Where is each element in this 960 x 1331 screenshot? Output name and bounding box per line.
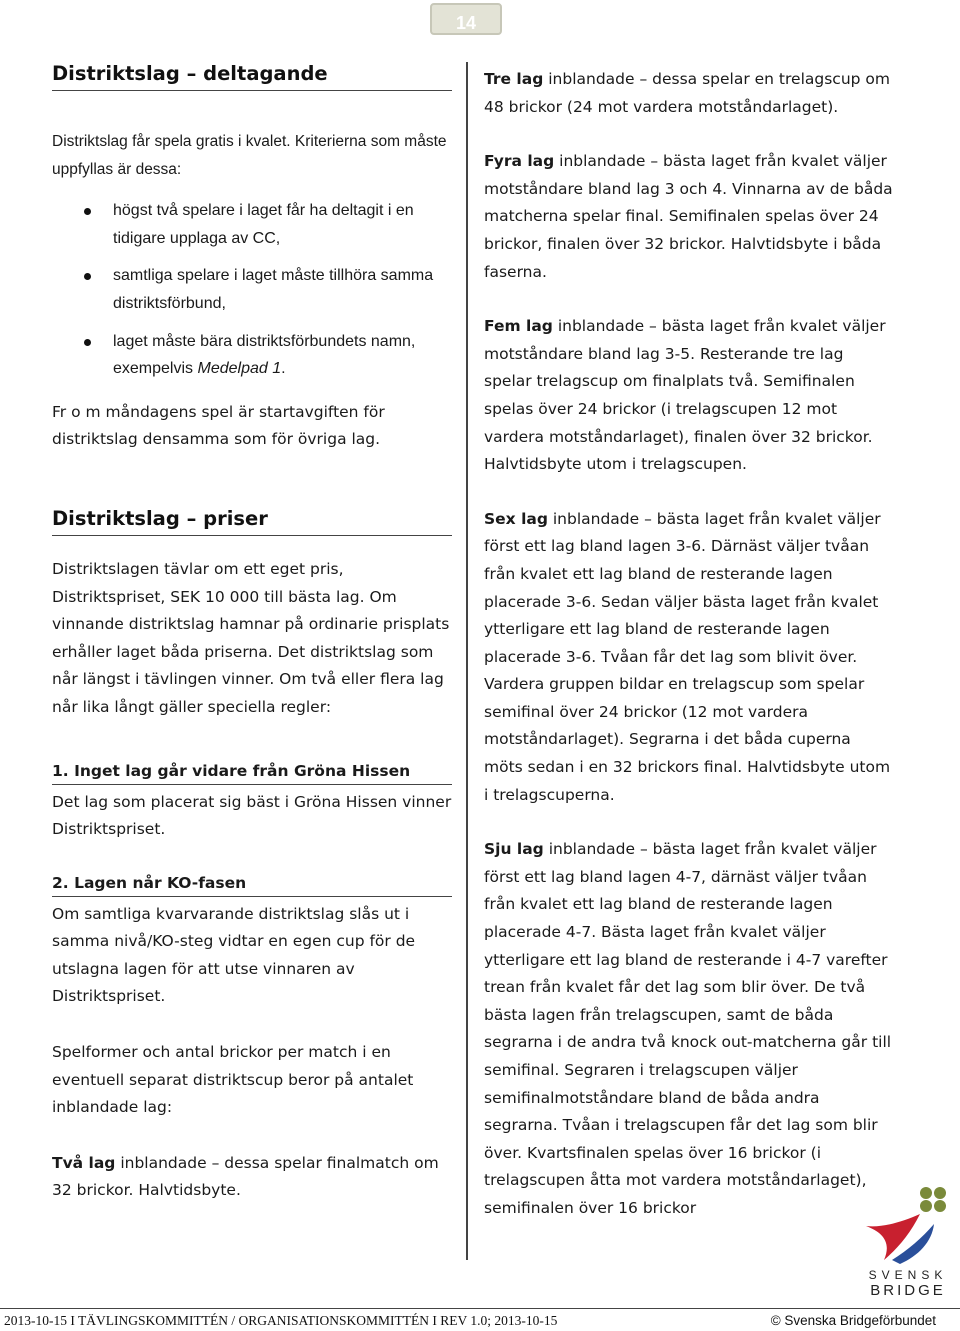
bullet-icon xyxy=(84,208,91,215)
seven-teams-paragraph: Sju lag inblandade – bästa laget från kvalet väljer först ett lag bland lagen 4-7, därnäst väljer tvåan från kvalet ett lag bland de resterande lagen placerade 4-7. Bästa laget från kvalet väljer ytterligare ett lag bland de resterande i 4-7 varefter trean från kvalet får det lag som blir över. De två bästa lagen från trelagscupen, samt de båda segrarna i de andra två knock out-matcherna går till semifinal. Segraren i trelagscupen väljer semifinalmotståndare bland de båda andra segrarna. Tvåan i trelagscupen får det lag som blir över. Kvartsfinalen spelas över 16 brickor (i trelagscupen åtta mot vardera motståndarlaget), semifinalen över 16 brickor xyxy=(484,840,892,1217)
rule1-text: Det lag som placerat sig bäst i Gröna Hissen vinner Distriktspriset. xyxy=(52,792,452,839)
criteria-item: samtliga spelare i laget måste tillhöra samma distriktsförbund, xyxy=(52,262,452,317)
clover-icon xyxy=(920,1187,946,1212)
page-number: 14 xyxy=(430,3,502,35)
two-teams-paragraph: Två lag inblandade – dessa spelar finalmatch om 32 brickor. Halvtidsbyte. xyxy=(52,1153,439,1200)
criteria-item: laget måste bära distriktsförbundets namn, exempelvis Medelpad 1. xyxy=(52,328,452,383)
three-teams-paragraph: Tre lag inblandade – dessa spelar en trelagscup om 48 brickor (24 mot vardera motståndarlaget). xyxy=(484,70,890,116)
six-teams-paragraph: Sex lag inblandade – bästa laget från kvalet väljer först ett lag bland lagen 3-6. Därnäst väljer tvåan från kvalet ett lag bland de resterande lagen placerade 3-6. Sedan väljer bästa laget från kvalet ytterligare ett lag bland de resterande lagen placerade 3-6. Tvåan får det lag som blivit över. Vardera gruppen bildar en trelagscup som spelar semifinal över 24 brickor (12 mot vardera motståndarlaget). Segrarna i det båda cuperna möts sedan i en 32 brickors final. Halvtidsbyte utom i trelagscuperna. xyxy=(484,509,891,804)
rule2-text: Om samtliga kvarvarande distriktslag slås ut i samma nivå/KO-steg vidtar en egen cup för de utslagna lagen för att utse vinnaren av Distriktspriset. xyxy=(52,904,416,1006)
right-column xyxy=(484,66,894,1223)
rule1-title: 1. Inget lag går vidare från Gröna Hissen xyxy=(52,760,452,785)
column-divider xyxy=(466,62,468,1260)
prize-paragraph: Distriktslagen tävlar om ett eget pris, Distriktspriset, SEK 10 000 till bästa lag. Om vinnande distriktslag hamnar på ordinarie prisplats erhåller laget båda priserna. Det distriktslag som når längst i tävlingen vinner. Om två eller flera lag når lika långt gäller speciella regler: xyxy=(52,559,450,716)
rule2-title: 2. Lagen når KO-fasen xyxy=(52,872,452,897)
bullet-icon xyxy=(84,339,91,346)
footer-divider xyxy=(0,1308,960,1309)
intro-paragraph: Distriktslag får spela gratis i kvalet. Kriterierna som måste uppfyllas är dessa: xyxy=(52,133,447,178)
five-teams-paragraph: Fem lag inblandade – bästa laget från kvalet väljer motståndare bland lag 3-5. Resterande tre lag spelar trelagscup om finalplats två. Semifinalen spelas över 24 brickor (i trelagscupen 12 mot vardera motståndarlaget), finalen över 32 brickor. Halvtidsbyte utom i trelagscupen. xyxy=(484,317,886,474)
footer-right: © Svenska Bridgeförbundet xyxy=(770,1313,936,1328)
bullet-icon xyxy=(84,273,91,280)
formats-intro: Spelformer och antal brickor per match i en eventuell separat distriktscup beror på antalet inblandade lag: xyxy=(52,1043,414,1117)
logo-text: SVENSK BRIDGE xyxy=(868,1268,948,1299)
section-heading-deltagande: Distriktslag – deltagande xyxy=(52,62,452,91)
criteria-item: högst två spelare i laget får ha deltagit i en tidigare upplaga av CC, xyxy=(52,197,452,252)
four-teams-paragraph: Fyra lag inblandade – bästa laget från kvalet väljer motståndare bland lag 3 och 4. Vinnarna av de båda matcherna spelar final. Semifinalen spelas över 24 brickor, finalen över 32 brickor. Halvtidsbyte i båda faserna. xyxy=(484,152,893,281)
section-heading-priser: Distriktslag – priser xyxy=(52,507,452,536)
left-column xyxy=(52,62,452,1205)
footer-left: 2013-10-15 I TÄVLINGSKOMMITTÉN / ORGANISATIONSKOMMITTÉN I REV 1.0; 2013-10-15 xyxy=(4,1313,558,1328)
criteria-list xyxy=(52,197,452,383)
fee-paragraph: Fr o m måndagens spel är startavgiften för distriktslag densamma som för övriga lag. xyxy=(52,402,385,449)
